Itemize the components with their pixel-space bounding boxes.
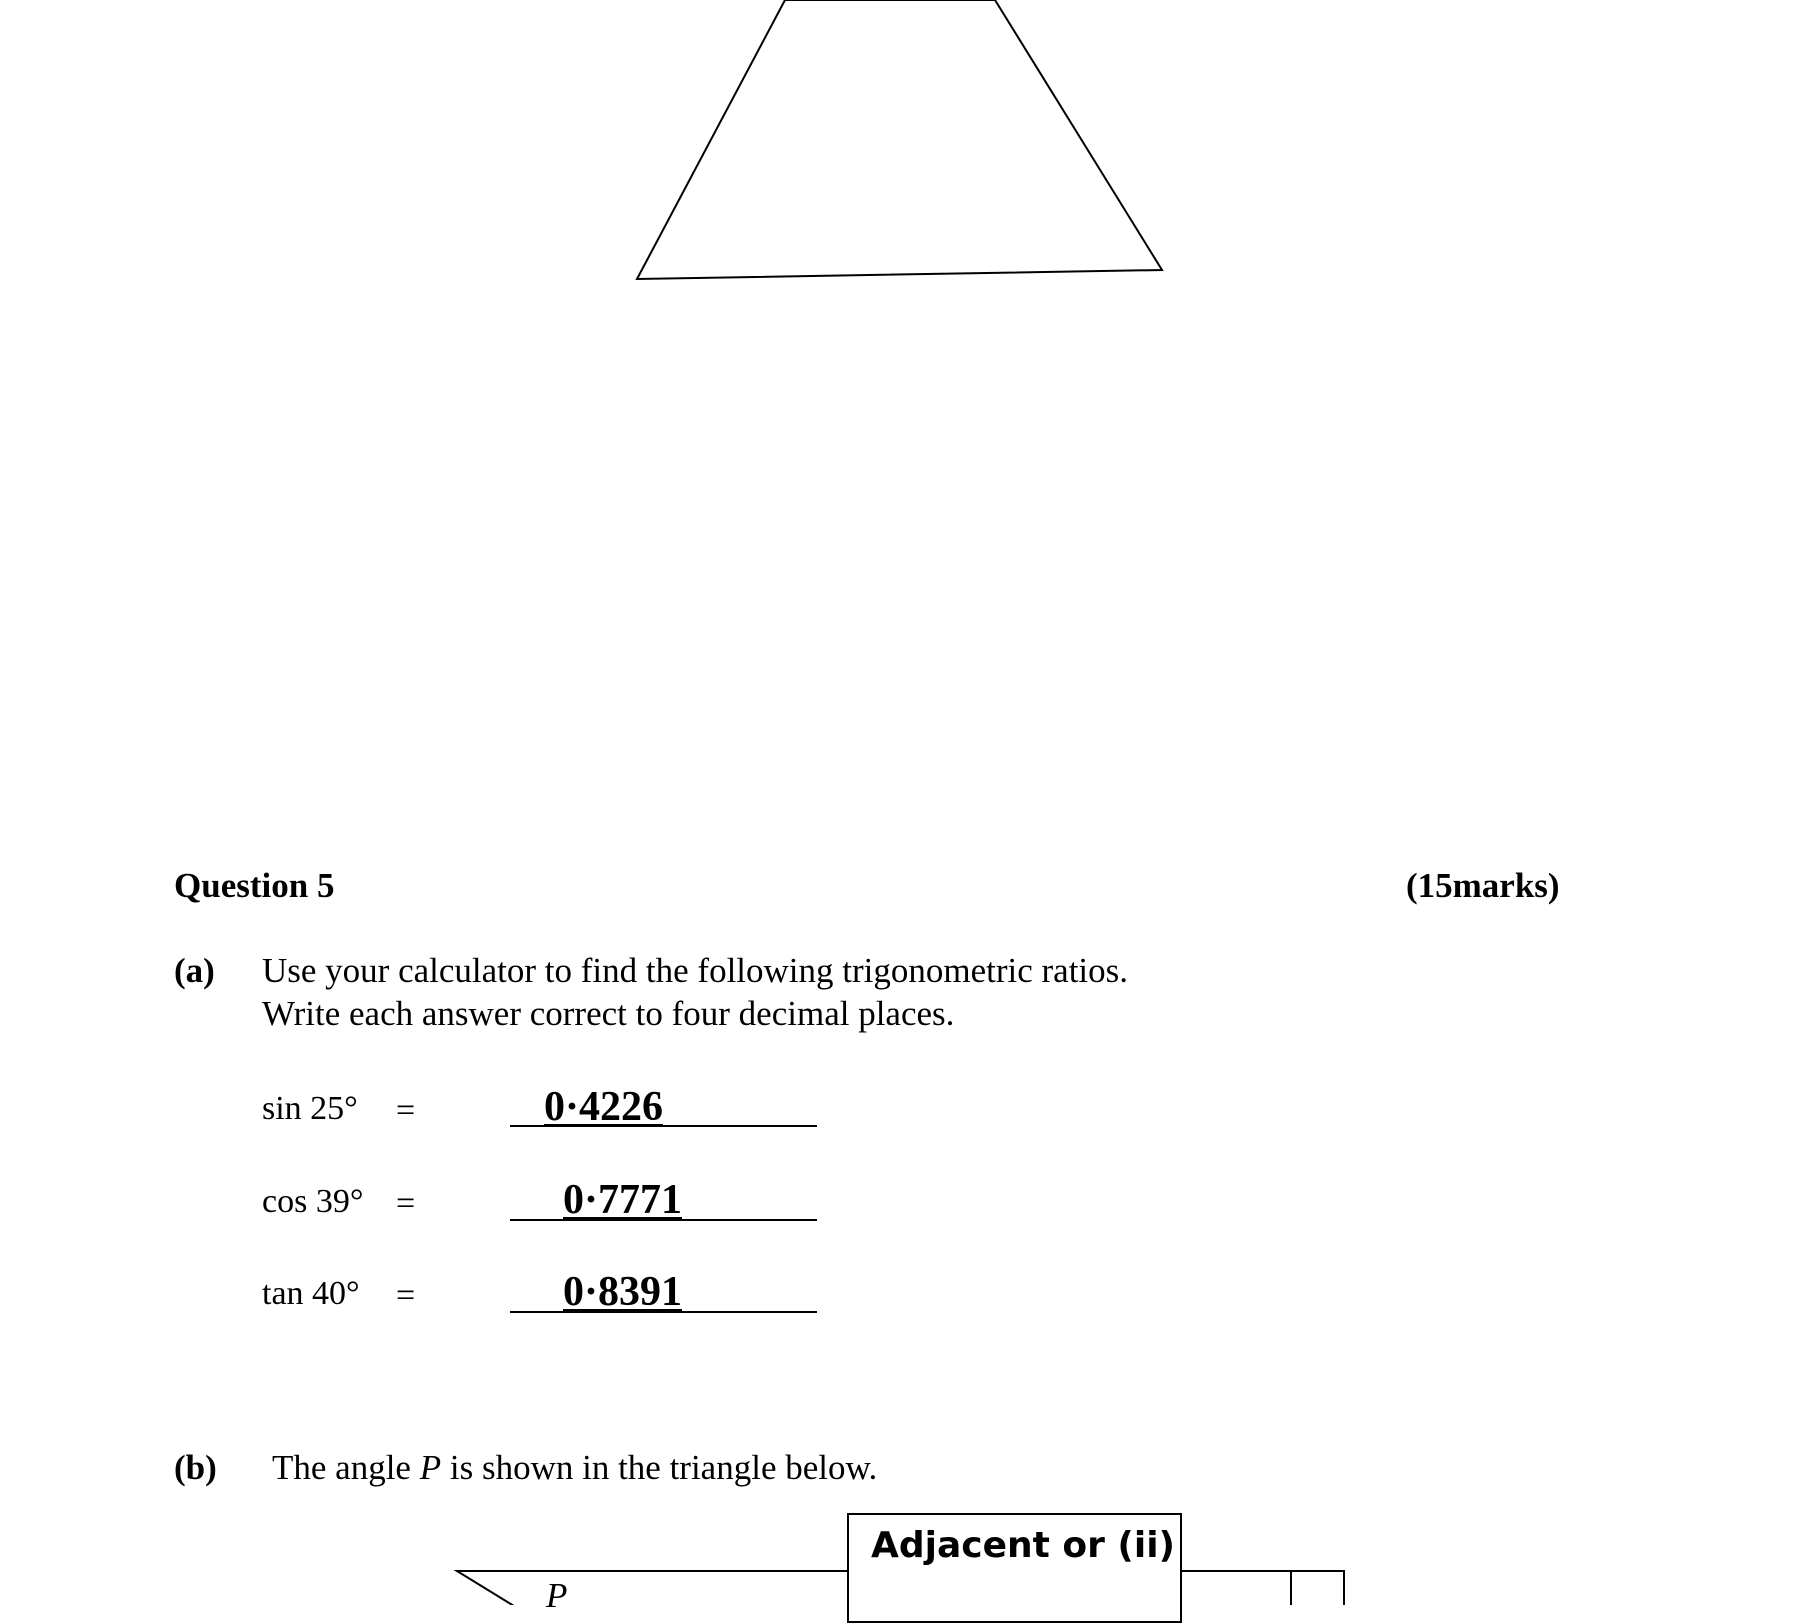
answer-value: 0·4226 [544,1084,664,1130]
side-annotation-text: Adjacent or (ii) [871,1525,1175,1566]
angle-p-label: P [546,1576,568,1615]
answer-value: 0·7771 [563,1177,683,1223]
ratio-label: cos 39° [262,1183,364,1220]
top-triangle-diagram [637,0,1162,279]
question-marks: (15marks) [1406,866,1560,905]
part-b-text-before: The angle [272,1448,420,1487]
part-b-text [272,1448,877,1488]
part-b-text-after: is shown in the triangle below. [441,1448,878,1487]
part-a-instruction-2: Write each answer correct to four decimal places. [262,994,955,1033]
angle-name: P [419,1448,442,1487]
ratio-label: tan 40° [262,1275,360,1312]
side-annotation-box [847,1513,1182,1623]
part-a-instruction-1: Use your calculator to find the following trigonometric ratios. [262,951,1129,990]
part-b-label: (b) [174,1448,217,1487]
question-title: Question 5 [174,866,335,905]
equals-sign: = [396,1185,416,1222]
part-a-label: (a) [174,951,215,990]
ratio-label: sin 25° [262,1090,358,1127]
equals-sign: = [396,1092,416,1129]
right-angle-marker [1291,1571,1344,1605]
answer-value: 0·8391 [563,1269,683,1315]
equals-sign: = [396,1277,416,1314]
